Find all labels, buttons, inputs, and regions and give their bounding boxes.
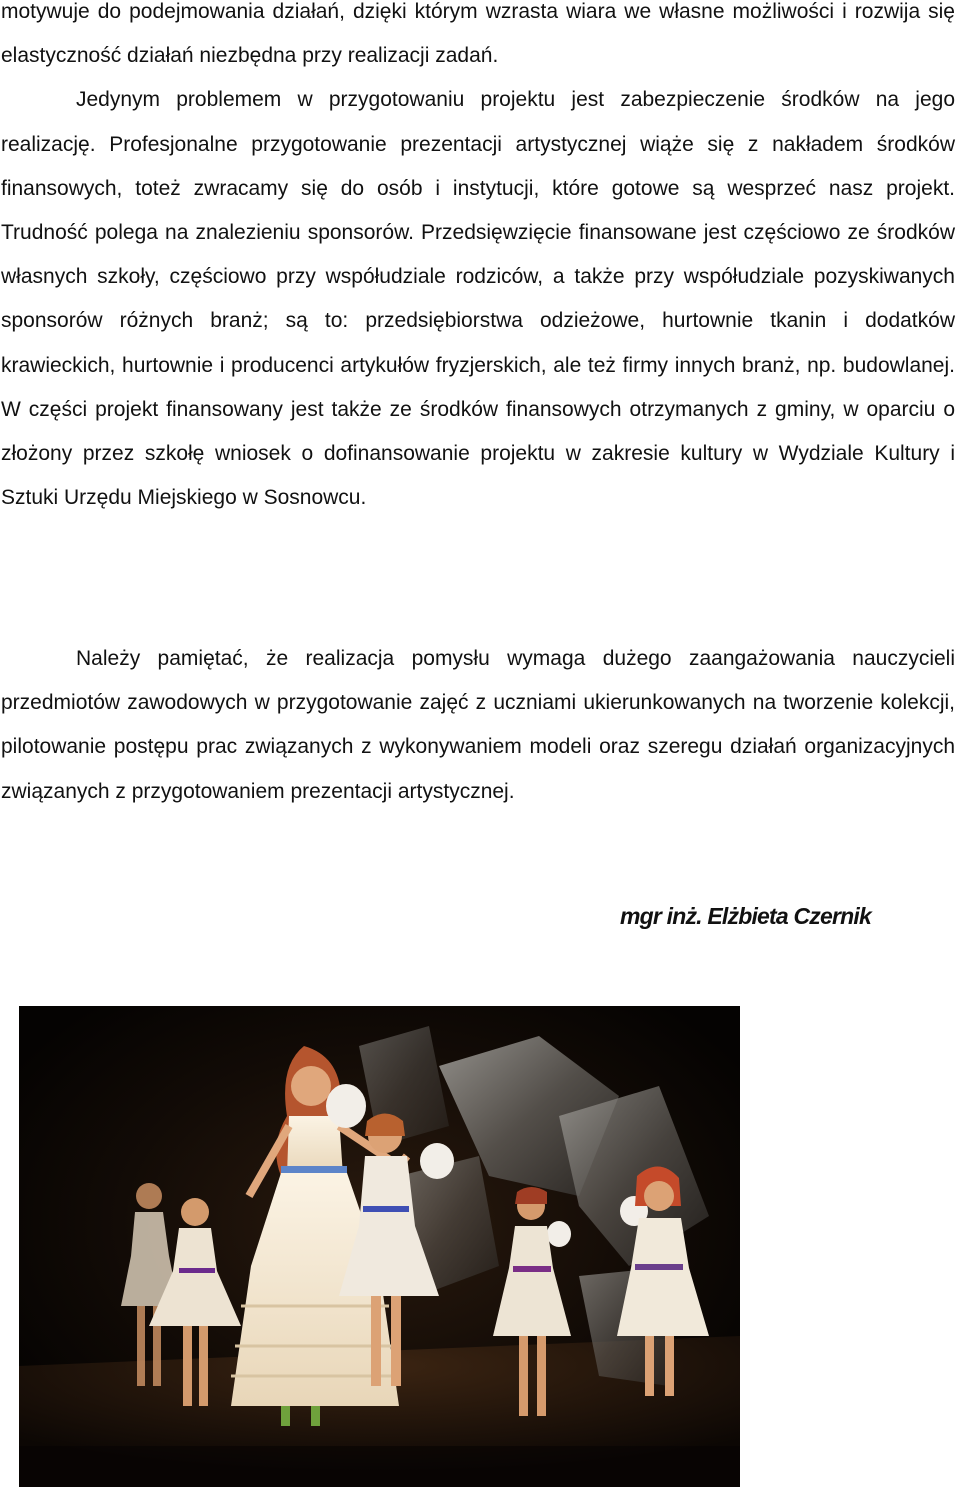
- document-body-top: [1, 0, 955, 520]
- fashion-show-photo-illustration: [19, 1006, 740, 1487]
- fashion-show-photo: [19, 1006, 740, 1487]
- author-signature: mgr inż. Elżbieta Czernik: [620, 903, 871, 929]
- document-body-bottom: [1, 637, 955, 814]
- paragraph-funding: Jedynym problemem w przygotowaniu projektu jest zabezpieczenie środków na jego realizację. Profesjonalne przygotowanie prezentacji artystycznej wiąże się z nakładem środków finansowych, toteż zwracamy się do osób i instytucji, które gotowe są wesprzeć nasz projekt. Trudność polega na znalezieniu sponsorów. Przedsięwzięcie finansowane jest częściowo ze środków własnych szkoły, częściowo przy współudziale rodziców, a także przy współudziale pozyskiwanych sponsorów różnych branż; są to: przedsiębiorstwa odzieżowe, hurtownie tkanin i dodatków krawieckich, hurtownie i producenci artykułów fryzjerskich, ale też firmy innych branż, np. budowlanej. W części projekt finansowany jest także ze środków finansowych otrzymanych z gminy, w oparciu o złożony przez szkołę wniosek o dofinansowanie projektu w zakresie kultury w Wydziale Kultury i Sztuki Urzędu Miejskiego w Sosnowcu.: [1, 88, 955, 510]
- paragraph-continuation: motywuje do podejmowania działań, dzięki którym wzrasta wiara we własne możliwości i rozwija się elastyczność działań niezbędna przy realizacji zadań.: [1, 0, 955, 68]
- paragraph-commitment: Należy pamiętać, że realizacja pomysłu wymaga dużego zaangażowania nauczycieli przedmiotów zawodowych w przygotowanie zajęć z uczniami ukierunkowanych na tworzenie kolekcji, pilotowanie postępu prac związanych z wykonywaniem modeli oraz szeregu działań organizacyjnych związanych z przygotowaniem prezentacji artystycznej.: [1, 647, 955, 803]
